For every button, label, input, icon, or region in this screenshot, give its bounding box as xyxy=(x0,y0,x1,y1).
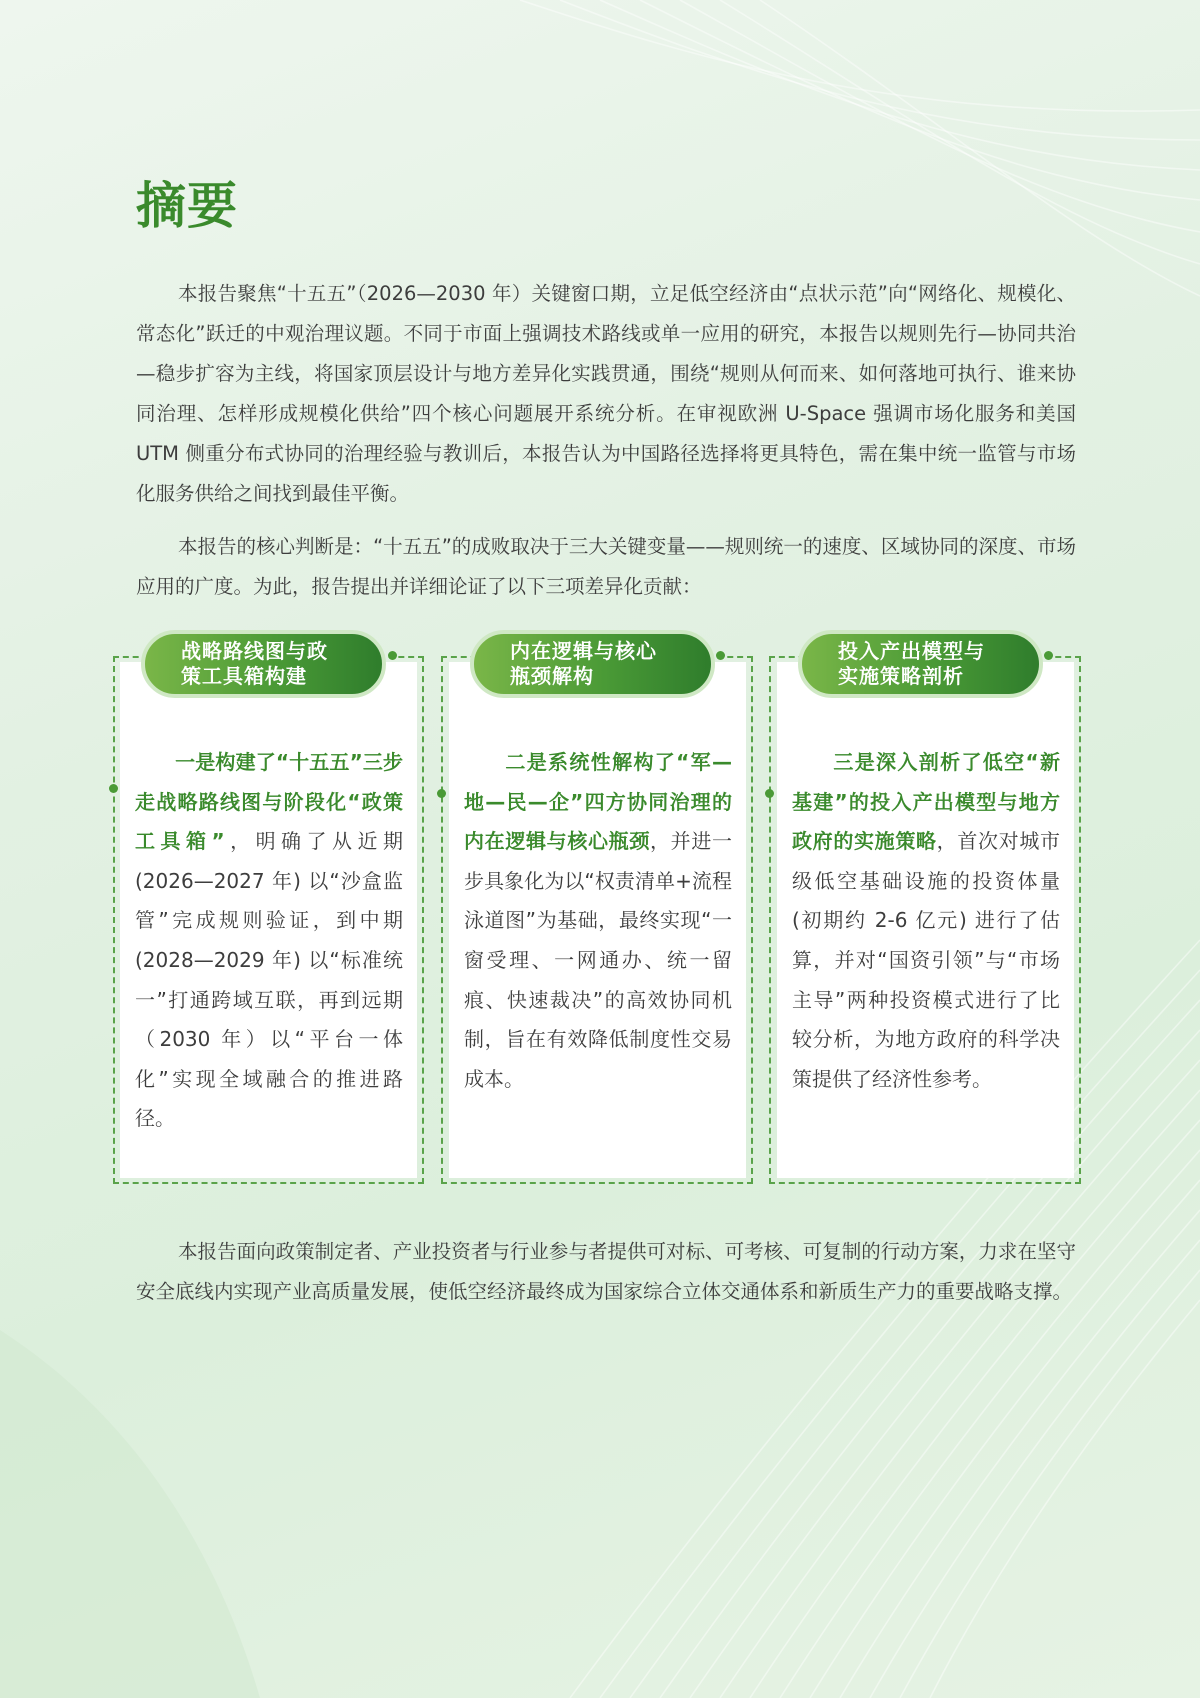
card-2-left-dot xyxy=(437,789,446,798)
card-2-badge-line1: 内在逻辑与核心 xyxy=(510,639,657,663)
card-1-text xyxy=(135,743,403,1139)
card-2-badge xyxy=(470,630,715,698)
card-3-lead: 三是深入剖析了低空“新基建”的投入产出模型与地方政府的实施策略 xyxy=(792,750,1060,854)
card-2-lead: 二是系统性解构了“军—地—民—企”四方协同治理的内在逻辑与核心瓶颈 xyxy=(464,750,732,854)
card-3-badge-line2: 实施策略剖析 xyxy=(838,664,964,688)
card-2-badge-dot xyxy=(716,651,725,660)
card-3-badge xyxy=(798,630,1043,698)
closing-paragraph: 本报告面向政策制定者、产业投资者与行业参与者提供可对标、可考核、可复制的行动方案，力求在坚守安全底线内实现产业高质量发展，使低空经济最终成为国家综合立体交通体系和新质生产力的重要战略支撑。 xyxy=(136,1240,1076,1303)
intro-paragraph: 本报告聚焦“十五五”（2026—2030 年）关键窗口期，立足低空经济由“点状示范”向“网络化、规模化、常态化”跃迁的中观治理议题。不同于市面上强调技术路线或单一应用的研究，本报告以规则先行—协同共治—稳步扩容为主线，将国家顶层设计与地方差异化实践贯通，围绕“规则从何而来、如何落地可执行、谁来协同治理、怎样形成规模化供给”四个核心问题展开系统分析。在审视欧洲 U-Space 强调市场化服务和美国 UTM 侧重分布式协同的治理经验与教训后，本报告认为中国路径选择将更具特色，需在集中统一监管与市场化服务供给之间找到最佳平衡。 xyxy=(136,282,1076,505)
card-1-lead: 一是构建了“十五五”三步走战略路线图与阶段化“政策工具箱” xyxy=(135,750,403,854)
card-1-left-dot xyxy=(109,784,118,793)
card-3-body: ，首次对城市级低空基础设施的投资体量 (初期约 2-6 亿元) 进行了估算，并对“国资引领”与“市场主导”两种投资模式进行了比较分析，为地方政府的科学决策提供了经济性参考。 xyxy=(792,829,1061,1091)
card-1-badge xyxy=(141,630,386,698)
card-2-body: ，并进一步具象化为以“权责清单+流程泳道图”为基础，最终实现“一窗受理、一网通办、统一留痕、快速裁决”的高效协同机制，旨在有效降低制度性交易成本。 xyxy=(464,829,733,1091)
card-3-badge-dot xyxy=(1044,651,1053,660)
card-2-badge-line2: 瓶颈解构 xyxy=(510,664,594,688)
core-judgement-paragraph: 本报告的核心判断是：“十五五”的成败取决于三大关键变量——规则统一的速度、区域协同的深度、市场应用的广度。为此，报告提出并详细论证了以下三项差异化贡献： xyxy=(136,535,1076,598)
page-title: 摘要 xyxy=(136,177,238,235)
card-1-badge-line1: 战略路线图与政 xyxy=(181,639,328,663)
card-1-badge-line2: 策工具箱构建 xyxy=(181,664,307,688)
card-1-body: ，明确了从近期 (2026—2027 年) 以“沙盒监管”完成规则验证，到中期 (2028—2029 年) 以“标准统一”打通跨域互联，再到远期（2030 年）以“平台一体化”实现全域融合的推进路径。 xyxy=(135,829,403,1131)
card-1-badge-dot xyxy=(388,651,397,660)
card-2-text xyxy=(464,743,732,1099)
card-3-badge-line1: 投入产出模型与 xyxy=(838,639,985,663)
card-3-text xyxy=(792,743,1060,1099)
card-3-left-dot xyxy=(765,789,774,798)
